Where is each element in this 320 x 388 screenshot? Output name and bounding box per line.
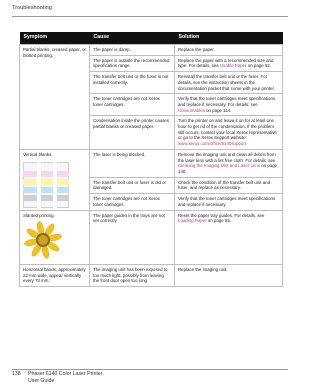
vertical-blank-line xyxy=(53,162,57,208)
solution-cell: Replace the imaging unit. xyxy=(175,264,283,286)
cause-cell: The paper is outside the recommended specification range. xyxy=(90,55,175,71)
table-row xyxy=(20,210,283,264)
header-divider xyxy=(12,16,288,17)
symptom-cell xyxy=(20,149,90,210)
cause-cell: The imaging unit has been exposed to too much light, possibly from leaving the front door open too long. xyxy=(90,264,175,286)
cause-cell: The laser is being blocked. xyxy=(90,149,175,177)
solution-text: Replace the paper with a recommended size and type. For details, see xyxy=(178,57,274,69)
cause-cell: Condensation inside the printer causes partial blanks or creased paper. xyxy=(90,116,175,150)
solution-text: on page 114. xyxy=(204,107,232,113)
symptom-text: Vertical blanks. xyxy=(23,151,53,157)
vertical-blanks-sample-print xyxy=(23,162,69,208)
cause-cell: The toner cartridges are not Xerox toner cartridges. xyxy=(90,194,175,210)
solution-text: Verify that the toner cartridges meet specifications and replace if necessary. For details, see xyxy=(178,96,276,107)
slanted-printing-sample-image xyxy=(23,220,63,260)
solution-cell: Replace the paper. xyxy=(175,45,283,56)
band-yellow xyxy=(23,179,69,185)
band-gray xyxy=(23,195,69,201)
solution-text: Remove the imaging unit and clean all debris from the laser lens with a lint free cloth. For details, see xyxy=(178,151,276,163)
page-number: 138 xyxy=(12,371,21,377)
loading-paper-link[interactable]: Loading Paper xyxy=(178,218,207,224)
cause-cell: The paper guides in the trays are not set correctly. xyxy=(90,210,175,264)
solution-cell xyxy=(175,94,283,116)
table-header-row xyxy=(20,32,283,45)
symptom-text: Slanted printing. xyxy=(23,212,55,218)
solution-cell xyxy=(175,55,283,71)
column-header-solution: Solution xyxy=(175,32,283,45)
table-row xyxy=(20,45,283,56)
band-pink xyxy=(23,171,69,177)
symptom-cell xyxy=(20,45,90,150)
cause-cell: The transfer belt unit or the fuser is not installed correctly. xyxy=(90,72,175,94)
solution-text: Turn the printer on and leave it on for at least one hour to get rid of the condensation. If the problem still occurs, contact your local Xerox representative or go to the Xerox Support website: xyxy=(178,118,277,141)
table-row xyxy=(20,149,283,177)
solution-text: on page 55. xyxy=(206,218,231,224)
table-row xyxy=(20,264,283,286)
consumables-link[interactable]: Consumables xyxy=(178,107,205,113)
cleaning-imaging-unit-link[interactable]: Cleaning the Imaging Unit and Laser Lens xyxy=(178,163,261,169)
symptom-cell xyxy=(20,210,90,264)
running-header: Troubleshooting xyxy=(12,5,52,11)
footer-product-title: Phaser 6140 Color Laser Printer xyxy=(28,371,103,377)
solution-cell xyxy=(175,210,283,264)
sample-paper xyxy=(23,162,69,208)
solution-text: on page 140. xyxy=(178,163,278,174)
usable-paper-link[interactable]: Usable Paper xyxy=(219,63,247,69)
cause-cell: The paper is damp. xyxy=(90,45,175,56)
symptom-cell: Horizontal bands, approximately 22 mm wide, appear vertically every 73 mm. xyxy=(20,264,90,286)
solution-cell xyxy=(175,116,283,150)
band-cyan xyxy=(23,187,69,193)
troubleshooting-table xyxy=(19,32,283,287)
footer-divider xyxy=(12,369,288,370)
cause-cell: The transfer belt unit or fuser is old or damaged. xyxy=(90,177,175,193)
solution-cell: Verify that the toner cartridges meet specifications and replace if necessary. xyxy=(175,194,283,210)
solution-cell xyxy=(175,149,283,177)
footer-guide-name: User Guide xyxy=(28,378,55,384)
symptom-text: Partial blanks, creased paper, or blotted printing. xyxy=(23,47,86,58)
column-header-symptom: Symptom xyxy=(20,32,90,45)
solution-text: Reset the paper tray guides. For details, see xyxy=(178,212,265,218)
xerox-support-link[interactable]: www.xerox.com/office/6140support xyxy=(178,141,247,147)
column-header-cause: Cause xyxy=(90,32,175,45)
vertical-blank-line xyxy=(37,162,41,208)
solution-cell: Check the condition of the transfer belt unit and fuser, and replace as necessary. xyxy=(175,177,283,193)
solution-cell: Reinstall the transfer belt unit or the fuser. For details, see the instruction sheets in the documentation packet that come with your printer. xyxy=(175,72,283,94)
cause-cell: The toner cartridges are not Xerox toner cartridges. xyxy=(90,94,175,116)
solution-text: on page 52. xyxy=(246,63,272,69)
